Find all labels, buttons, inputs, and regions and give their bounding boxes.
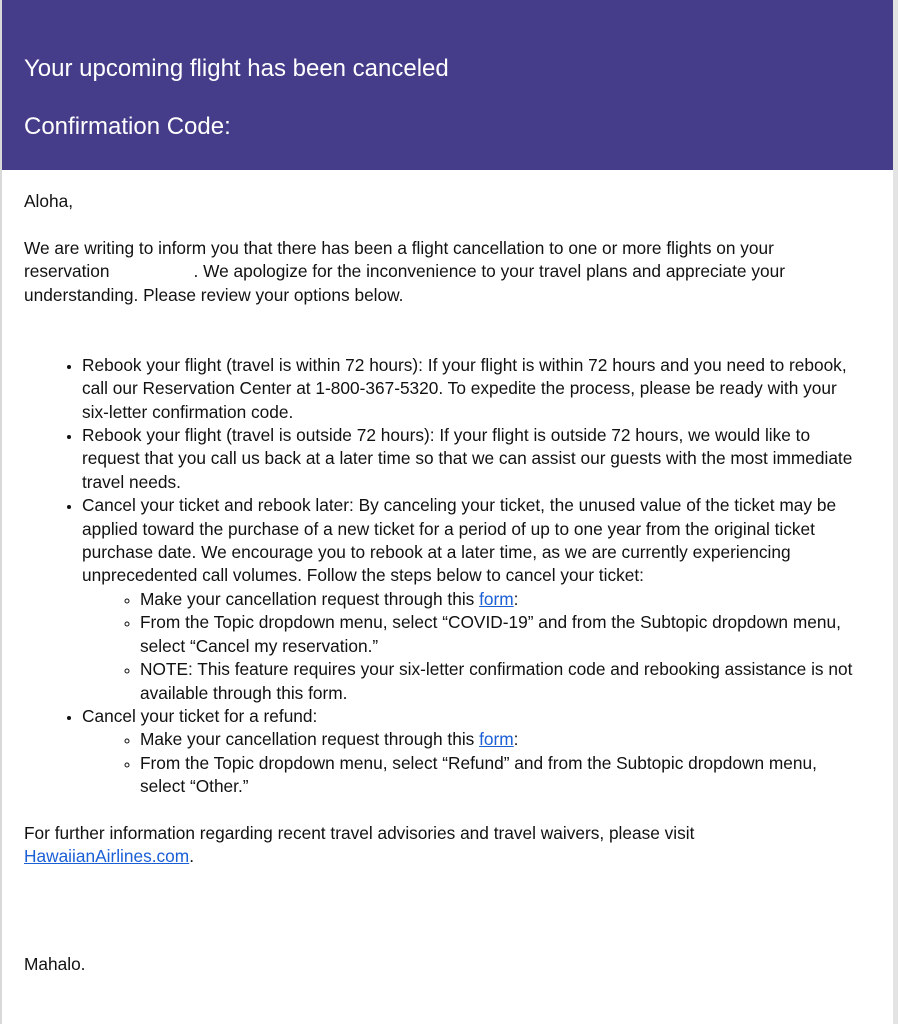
step-topic-select — [140, 752, 864, 799]
step-punct: : — [513, 588, 519, 609]
option-text: Cancel your ticket and rebook later: By canceling your ticket, the unused value of the ticket may be applied toward the purchase of a new ticket for a period of up to one year from the original ticket purchase date. We encourage you to rebook at a later time, as we are currently experiencing unprecedented call volumes. Follow the steps below to cancel your ticket: — [82, 495, 837, 586]
header-title: Your upcoming flight has been canceled — [24, 55, 449, 82]
option-cancel-rebook-later — [82, 494, 864, 705]
step-text: From the Topic dropdown menu, select “COVID-19” and from the Subtopic dropdown menu, select “Cancel my reservation.” — [140, 612, 841, 656]
cancellation-form-link[interactable]: form — [479, 588, 514, 609]
email-header-banner — [2, 0, 893, 170]
email-body — [24, 190, 864, 976]
step-note — [140, 658, 864, 705]
step-text: Make your cancellation request through this — [140, 588, 480, 609]
step-text: From the Topic dropdown menu, select “Refund” and from the Subtopic dropdown menu, select “Other.” — [140, 752, 817, 797]
refund-form-link[interactable]: form — [479, 729, 514, 750]
further-info-end: . — [189, 846, 195, 867]
hawaiian-airlines-link[interactable]: HawaiianAirlines.com — [24, 846, 190, 867]
step-topic-select — [140, 611, 864, 658]
cancel-steps-list — [82, 588, 864, 705]
refund-steps-list — [82, 728, 864, 798]
step-punct: : — [513, 729, 519, 750]
step-text: NOTE: This feature requires your six-letter confirmation code and rebooking assistance is not available through this form. — [140, 659, 853, 703]
option-text: Rebook your flight (travel is within 72 hours): If your flight is within 72 hours and you need to rebook, call our Reservation Center at 1-800-367-5320. To expedite the process, please be ready with your six-letter confirmation code. — [82, 354, 847, 422]
step-cancellation-request — [140, 588, 864, 611]
further-info-paragraph — [24, 822, 864, 869]
option-text: Rebook your flight (travel is outside 72 hours): If your flight is outside 72 hours, we would like to request that you call us back at a later time so that we can assist our guests with the most immediate travel needs. — [82, 425, 853, 492]
option-text: Cancel your ticket for a refund: — [82, 705, 318, 726]
further-info-text: For further information regarding recent travel advisories and travel waivers, please visit — [24, 822, 695, 843]
intro-text-end: . We apologize for the inconvenience to your travel plans and appreciate your understanding. Please review your options below. — [24, 261, 785, 305]
option-rebook-outside-72 — [82, 424, 864, 494]
intro-paragraph — [24, 237, 864, 307]
redacted-confirmation-code — [110, 276, 194, 277]
step-cancellation-request — [140, 728, 864, 751]
intro-text-start: We are writing to inform you that there has been a flight cancellation to one or more flights on your reservation — [24, 237, 774, 282]
option-cancel-refund — [82, 705, 864, 799]
scrollbar-track[interactable] — [893, 0, 898, 1024]
confirmation-code-label: Confirmation Code: — [24, 113, 231, 140]
option-rebook-within-72 — [82, 354, 864, 424]
options-list — [24, 354, 864, 799]
signoff: Mahalo. — [24, 953, 86, 974]
greeting: Aloha, — [24, 191, 74, 211]
step-text: Make your cancellation request through this — [140, 729, 480, 750]
